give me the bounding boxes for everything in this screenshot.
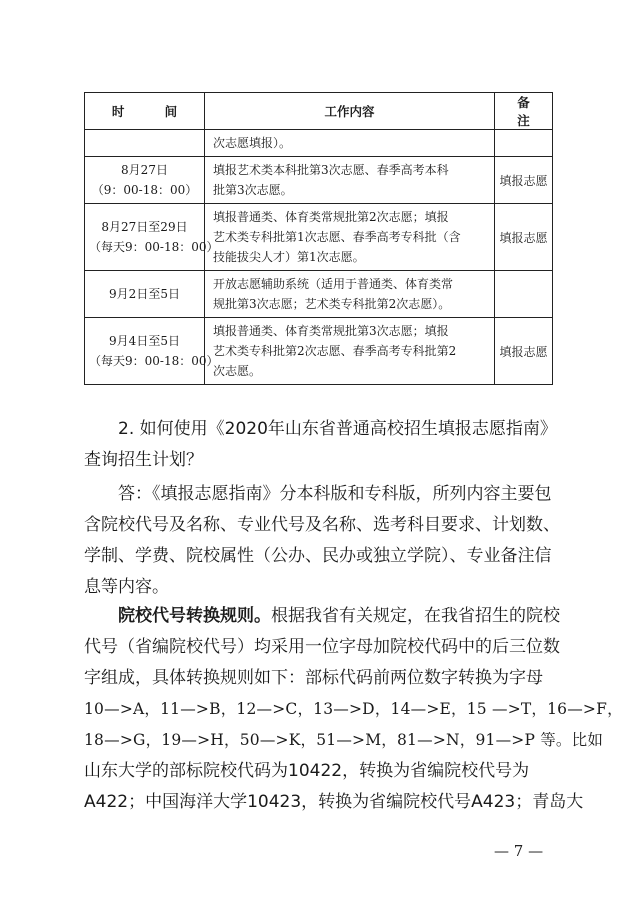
time-line: （9：00-18：00）: [91, 183, 198, 197]
note-cell: 填报志愿: [495, 157, 553, 204]
content-line: 技能拔尖人才）第1次志愿。: [213, 250, 365, 264]
rule-line: A422；中国海洋大学10423，转换为省编院校代号A423；青岛大: [84, 792, 584, 812]
time-cell: [85, 318, 219, 385]
content-line: 批第3次志愿。: [213, 183, 293, 197]
content-cell: [205, 204, 495, 271]
content-line: 填报普通类、体育类常规批第2次志愿；填报: [213, 210, 449, 224]
table-row: [85, 271, 553, 318]
answer-line: 息等内容。: [84, 577, 169, 597]
answer-line: 答：《填报志愿指南》分本科版和专科版，所列内容主要包: [118, 484, 552, 504]
table-row: [85, 318, 553, 385]
content-line: 开放志愿辅助系统（适用于普通类、体育类常: [213, 277, 454, 291]
time-line: 8月27日: [121, 163, 168, 177]
table-row: [85, 130, 553, 157]
time-line: （每天9：00-18：00）: [89, 354, 219, 368]
answer-paragraph: [84, 479, 560, 603]
rule-line: 代号（省编院校代号）均采用一位字母加院校代码中的后三位数: [84, 637, 560, 657]
note-cell: [495, 130, 553, 157]
rule-line: 18—>G，19—>H，50—>K，51—>M，81—>N，91—>P 等。比如: [84, 731, 604, 749]
content-cell: [205, 157, 495, 204]
page-number: — 7 —: [494, 842, 544, 860]
content-cell: [205, 318, 495, 385]
question-line: 查询招生计划？: [84, 450, 203, 470]
table-header-row: [85, 93, 553, 130]
content-cell: [205, 271, 495, 318]
content-line: 艺术类专科批第1次志愿、春季高考专科批（含: [213, 230, 461, 244]
answer-line: 含院校代号及名称、专业代号及名称、选考科目要求、计划数、: [84, 515, 560, 535]
answer-line: 学制、学费、院校属性（公办、民办或独立学院）、专业备注信: [84, 546, 552, 566]
time-cell: [85, 130, 205, 157]
content-line: 填报普通类、体育类常规批第3次志愿；填报: [213, 324, 449, 338]
time-line: 9月2日至5日: [109, 287, 180, 301]
rule-paragraph: [84, 601, 623, 818]
question-line: 2. 如何使用《2020年山东省普通高校招生填报志愿指南》: [118, 419, 557, 439]
content-line: 填报艺术类本科批第3次志愿、春季高考本科: [213, 163, 449, 177]
header-time: 时 间: [85, 93, 205, 130]
content-line: 次志愿。: [213, 364, 262, 378]
rule-line: 根据我省有关规定，在我省招生的院校: [271, 606, 560, 626]
table-row: [85, 204, 553, 271]
note-cell: 填报志愿: [495, 204, 553, 271]
rule-first-line: [84, 601, 560, 632]
rule-line: 字组成，具体转换规则如下：部标代码前两位数字转换为字母: [84, 668, 543, 688]
question-heading: [84, 414, 557, 476]
header-note: 备 注: [495, 93, 553, 130]
time-cell: [85, 271, 205, 318]
table-row: [85, 157, 553, 204]
rule-line: 10—>A，11—>B，12—>C，13—>D，14—>E，15 —>T，16—>F，: [84, 700, 623, 718]
content-line: 艺术类专科批第2次志愿、春季高考专科批第2: [213, 344, 457, 358]
time-line: 9月4日至5日: [109, 334, 180, 348]
rule-line: 山东大学的部标院校代码为10422，转换为省编院校代号为: [84, 761, 530, 781]
time-line: 8月27日至29日: [101, 220, 188, 234]
note-cell: 填报志愿: [495, 318, 553, 385]
schedule-table: [84, 92, 553, 385]
content-line: 次志愿填报）。: [213, 136, 292, 150]
rule-heading: 院校代号转换规则。: [118, 606, 271, 626]
time-cell: [85, 204, 219, 271]
content-cell: [205, 130, 495, 157]
time-line: （每天9：00-18：00）: [89, 240, 219, 254]
header-content: 工作内容: [205, 93, 495, 130]
time-cell: [85, 157, 205, 204]
content-line: 规批第3次志愿；艺术类专科批第2次志愿）。: [213, 297, 451, 311]
note-cell: [495, 271, 553, 318]
